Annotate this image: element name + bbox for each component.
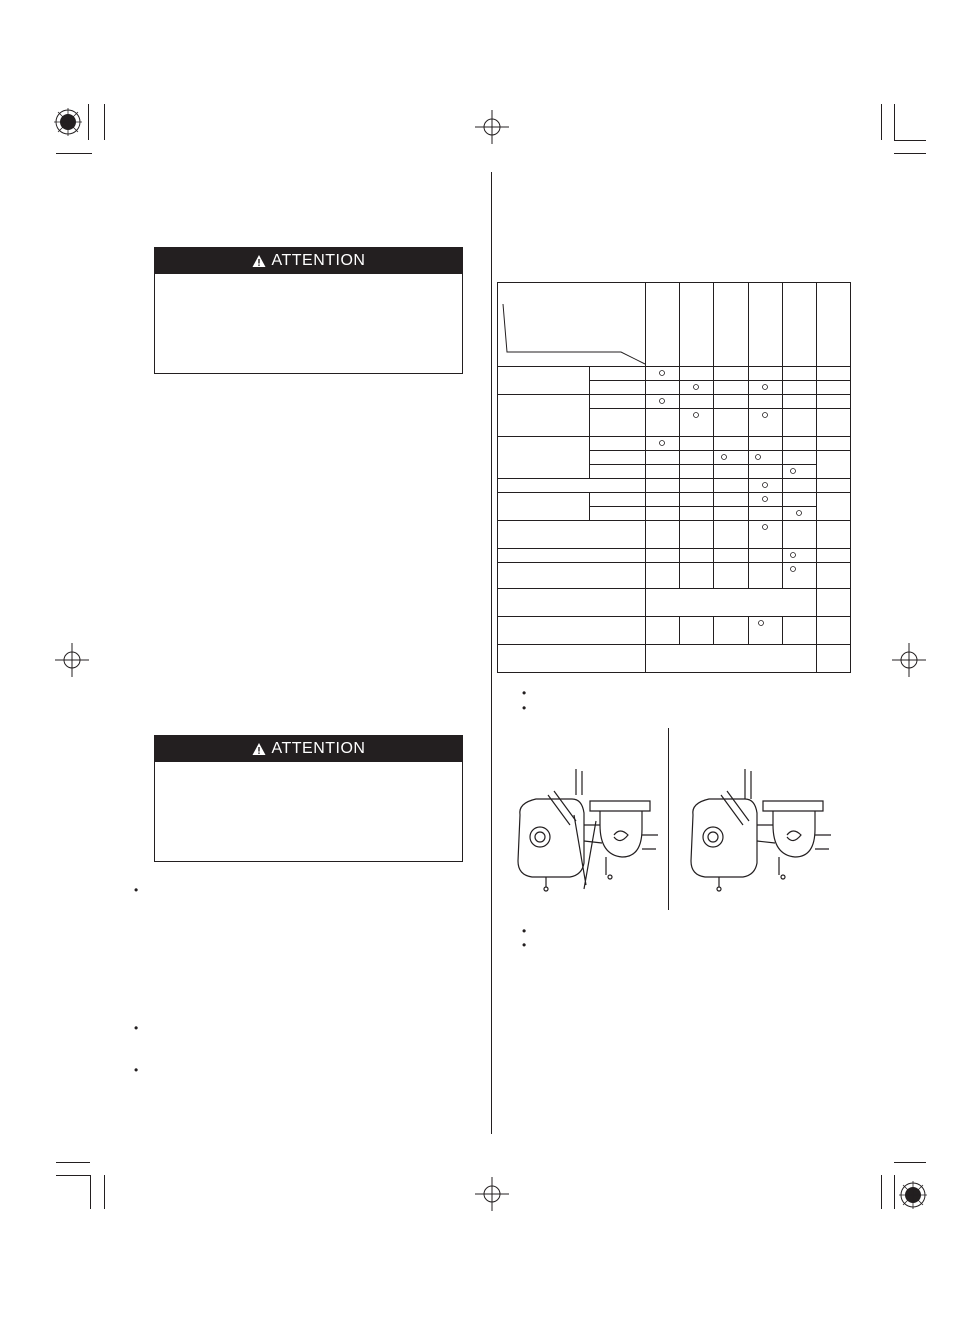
attention-heading-1: ATTENTION: [271, 252, 366, 269]
crosshair-mark-top-center: [475, 110, 509, 144]
illustration-divider: [668, 728, 669, 910]
column-divider: [491, 172, 492, 1134]
engine-carburetor-illustration-right: [683, 765, 833, 900]
attention-heading-2: ATTENTION: [271, 740, 366, 757]
bullet-right-2: •: [522, 701, 527, 715]
bullet-right-1: •: [522, 686, 527, 700]
bullet-left-2: •: [134, 1021, 139, 1035]
maintenance-table: [497, 282, 851, 673]
bullet-right-4: •: [522, 938, 527, 952]
bullet-left-3: •: [134, 1063, 139, 1077]
crosshair-mark-left-middle: [55, 643, 89, 677]
registration-mark-top-left: [54, 108, 82, 136]
attention-header-2: [155, 736, 462, 762]
attention-header-1: [155, 248, 462, 274]
attention-box-1: [154, 247, 463, 374]
warning-triangle-icon: [252, 254, 266, 268]
attention-box-2: [154, 735, 463, 862]
crosshair-mark-bottom-center: [475, 1177, 509, 1211]
engine-carburetor-illustration-left: [510, 765, 660, 900]
crosshair-mark-right-middle: [892, 643, 926, 677]
registration-mark-bottom-right: [899, 1181, 927, 1209]
bullet-right-3: •: [522, 924, 527, 938]
bullet-left-1: •: [134, 883, 139, 897]
warning-triangle-icon: [252, 742, 266, 756]
